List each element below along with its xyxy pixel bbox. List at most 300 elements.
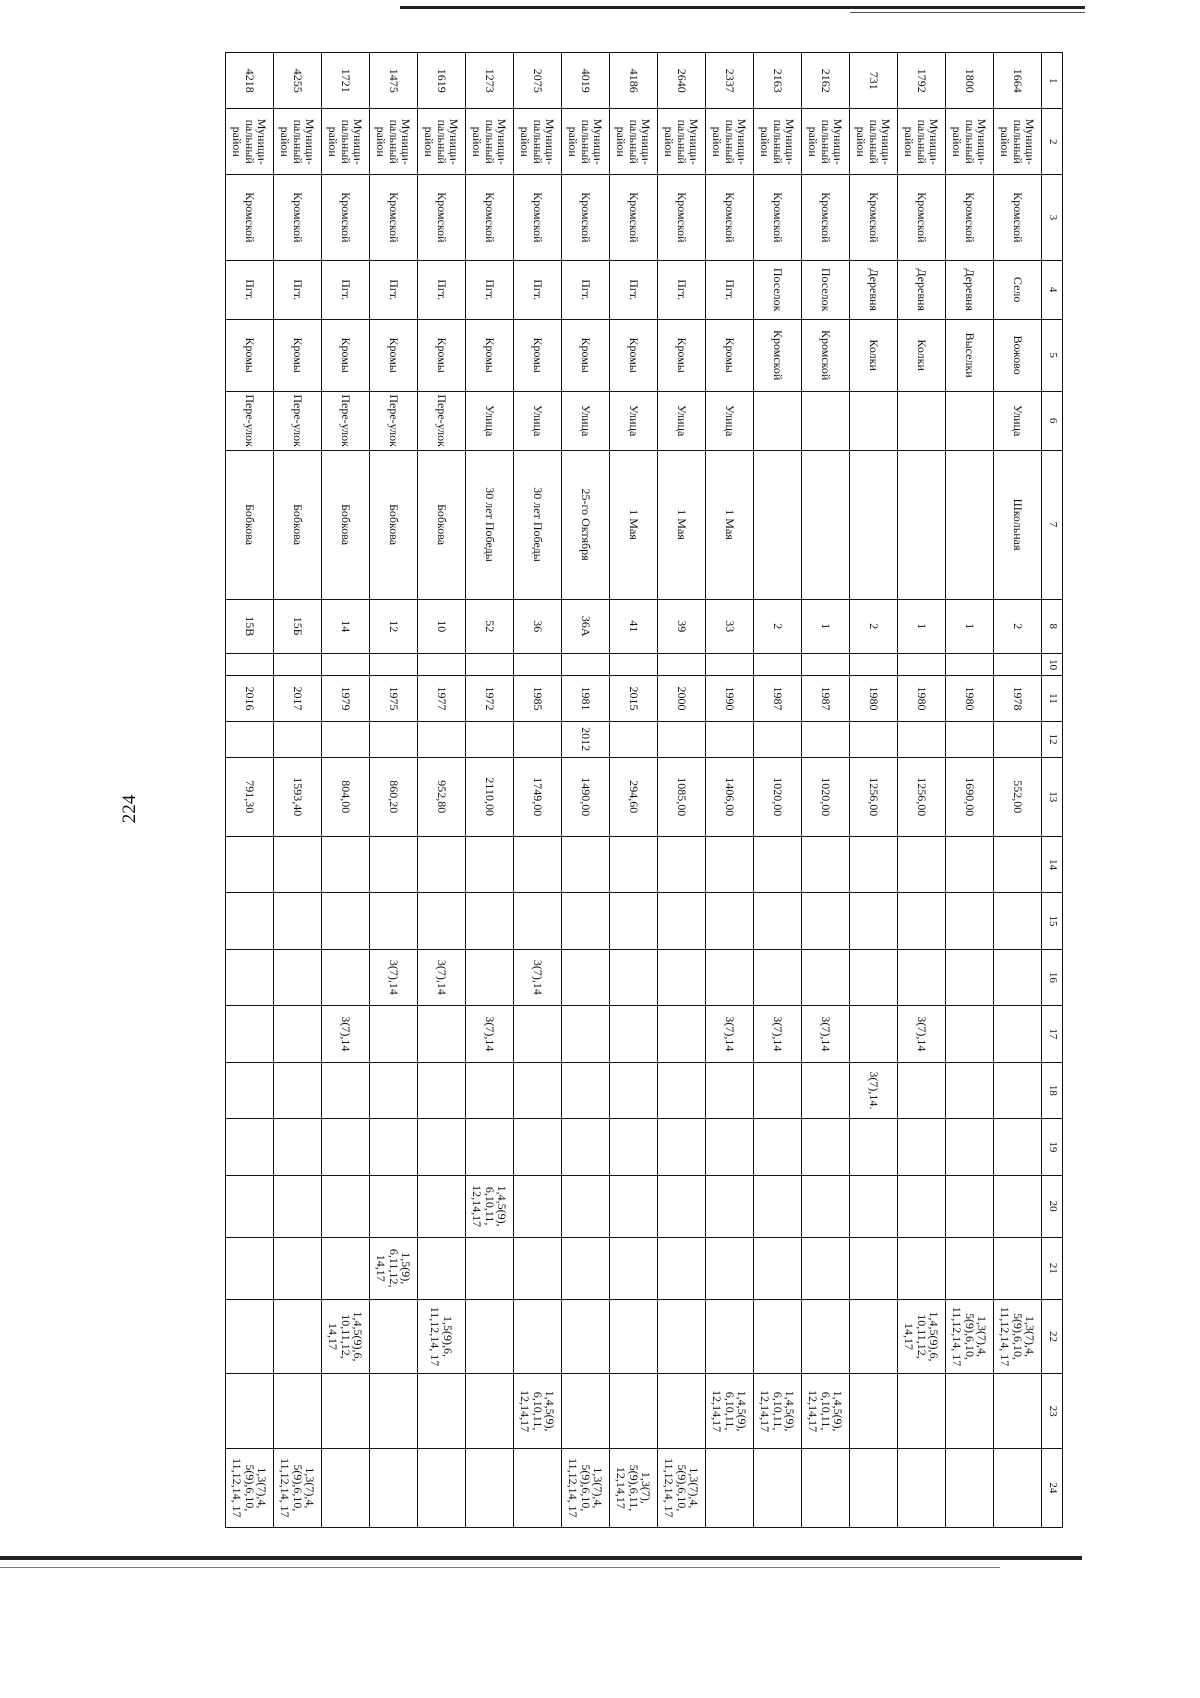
table-cell (466, 836, 514, 892)
table-cell (370, 836, 418, 892)
table-cell: Пгт. (226, 260, 274, 319)
table-cell: Деревня (946, 260, 994, 319)
table-cell (754, 1119, 802, 1175)
table-cell: Муници-пальный район (706, 109, 754, 175)
table-cell: Улица (994, 391, 1042, 450)
table-cell (370, 1175, 418, 1237)
table-cell: 1800 (946, 53, 994, 109)
table-cell: Школьная (994, 450, 1042, 599)
header-row (1042, 53, 1063, 1528)
table-cell (274, 721, 322, 757)
register-table (225, 52, 1063, 1528)
table-cell (946, 721, 994, 757)
table-cell: 1 Мая (610, 450, 658, 599)
table-cell (514, 1119, 562, 1175)
table-cell: Бобкова (370, 450, 418, 599)
table-cell: 1273 (466, 53, 514, 109)
column-number-cell: 7 (1042, 450, 1063, 599)
table-cell: 1,5(9), 6,11,12, 14,17 (370, 1237, 418, 1299)
table-row (610, 53, 658, 1528)
table-cell (322, 1237, 370, 1299)
table-cell: Улица (562, 391, 610, 450)
table-cell (754, 893, 802, 949)
table-cell (610, 1237, 658, 1299)
table-cell (994, 949, 1042, 1005)
table-cell: 1980 (946, 676, 994, 721)
table-cell (418, 836, 466, 892)
table-cell (562, 1119, 610, 1175)
bottom-rule (0, 1556, 1082, 1560)
table-cell (418, 1448, 466, 1527)
table-cell: 1990 (706, 676, 754, 721)
table-cell: 1,4,5(9),6, 10,11,12, 14,17 (322, 1299, 370, 1374)
table-cell (418, 1062, 466, 1118)
table-cell (610, 949, 658, 1005)
table-cell (850, 653, 898, 676)
table-cell (514, 1062, 562, 1118)
table-cell: Муници-пальный район (274, 109, 322, 175)
table-cell: 1,3(7),4, 5(9),6,10, 11,12,14, 17 (946, 1299, 994, 1374)
table-cell (274, 1299, 322, 1374)
table-row (322, 53, 370, 1528)
table-cell (274, 1175, 322, 1237)
table-cell: Кромской (754, 174, 802, 260)
table-cell (274, 949, 322, 1005)
table-cell (754, 1175, 802, 1237)
table-cell (226, 1237, 274, 1299)
table-cell: 4218 (226, 53, 274, 109)
table-cell: Кромы (274, 319, 322, 391)
table-cell (370, 721, 418, 757)
table-cell (946, 1374, 994, 1449)
table-cell: Кромской (802, 174, 850, 260)
table-cell (322, 721, 370, 757)
table-cell: 30 лет Победы (466, 450, 514, 599)
table-row (754, 53, 802, 1528)
table-cell (850, 836, 898, 892)
table-cell: Муници-пальный район (898, 109, 946, 175)
table-cell: Муници-пальный район (514, 109, 562, 175)
table-cell (706, 1119, 754, 1175)
table-cell (370, 653, 418, 676)
table-cell: 3(7),14 (706, 1006, 754, 1062)
table-cell: Кромской (322, 174, 370, 260)
table-cell: 3(7),14 (514, 949, 562, 1005)
table-cell (226, 1299, 274, 1374)
table-cell: 12 (370, 599, 418, 653)
table-cell: Муници-пальный район (418, 109, 466, 175)
table-cell: Кромы (562, 319, 610, 391)
table-cell (418, 1006, 466, 1062)
table-cell: Кромской (898, 174, 946, 260)
table-cell (946, 1006, 994, 1062)
table-cell (850, 1175, 898, 1237)
table-cell (610, 1062, 658, 1118)
table-cell (802, 1448, 850, 1527)
table-cell: Пере-улок (370, 391, 418, 450)
page-number: 224 (119, 794, 140, 824)
table-cell: 1406,00 (706, 757, 754, 836)
table-cell: Бобкова (322, 450, 370, 599)
table-cell (274, 1237, 322, 1299)
table-cell: 2162 (802, 53, 850, 109)
table-cell (514, 836, 562, 892)
table-cell (226, 1374, 274, 1449)
table-cell: 1977 (418, 676, 466, 721)
table-cell (898, 836, 946, 892)
table-cell (898, 1374, 946, 1449)
table-cell: 2075 (514, 53, 562, 109)
table-cell: 1792 (898, 53, 946, 109)
table-cell: Кромской (850, 174, 898, 260)
table-cell: 41 (610, 599, 658, 653)
table-cell: 1664 (994, 53, 1042, 109)
table-cell (274, 1119, 322, 1175)
table-cell: Кромы (514, 319, 562, 391)
table-cell: 1987 (802, 676, 850, 721)
table-cell: 3(7),14 (370, 949, 418, 1005)
table-row (274, 53, 322, 1528)
table-row (562, 53, 610, 1528)
table-cell (994, 836, 1042, 892)
table-cell: 3(7),14. (850, 1062, 898, 1118)
table-cell: 3(7),14 (802, 1006, 850, 1062)
table-cell: Пере-улок (274, 391, 322, 450)
table-cell: Пгт. (466, 260, 514, 319)
table-cell: Улица (514, 391, 562, 450)
table-cell (562, 1175, 610, 1237)
table-cell: 1,3(7),4, 5(9),6,10, 11,12,14, 17 (274, 1448, 322, 1527)
table-cell (706, 836, 754, 892)
table-cell (850, 1374, 898, 1449)
table-cell (322, 1448, 370, 1527)
table-cell (226, 1006, 274, 1062)
table-cell (610, 1299, 658, 1374)
table-cell (802, 1175, 850, 1237)
table-cell: Бобкова (226, 450, 274, 599)
table-cell: 1,3(7),4, 5(9),6,10, 11,12,14, 17 (562, 1448, 610, 1527)
table-cell (850, 1006, 898, 1062)
table-cell: Кромской (418, 174, 466, 260)
table-cell (274, 1062, 322, 1118)
column-number-cell: 23 (1042, 1374, 1063, 1449)
table-cell (514, 653, 562, 676)
table-cell (946, 1062, 994, 1118)
table-cell (658, 1006, 706, 1062)
table-cell: 33 (706, 599, 754, 653)
table-cell (514, 893, 562, 949)
table-cell: Пере-улок (418, 391, 466, 450)
table-cell (802, 1062, 850, 1118)
column-number-cell: 20 (1042, 1175, 1063, 1237)
table-cell: 731 (850, 53, 898, 109)
table-cell (466, 721, 514, 757)
table-cell (418, 1119, 466, 1175)
table-cell (226, 949, 274, 1005)
table-cell: Пгт. (370, 260, 418, 319)
table-cell (418, 653, 466, 676)
column-number-cell: 13 (1042, 757, 1063, 836)
table-cell (706, 949, 754, 1005)
table-cell (370, 1299, 418, 1374)
table-cell: Деревня (898, 260, 946, 319)
top-rule (400, 6, 1085, 9)
table-cell (898, 721, 946, 757)
table-cell (562, 1374, 610, 1449)
table-cell: 2163 (754, 53, 802, 109)
table-cell: Муници-пальный район (226, 109, 274, 175)
table-cell (850, 1119, 898, 1175)
table-cell (610, 1006, 658, 1062)
table-cell (850, 949, 898, 1005)
table-cell: Кромской (226, 174, 274, 260)
table-cell: Кромской (802, 319, 850, 391)
table-cell: 1020,00 (802, 757, 850, 836)
table-cell: Муници-пальный район (370, 109, 418, 175)
table-cell (802, 1299, 850, 1374)
table-cell: 2 (850, 599, 898, 653)
table-cell (658, 949, 706, 1005)
table-cell (898, 653, 946, 676)
table-body (226, 53, 1063, 1528)
table-cell: Улица (658, 391, 706, 450)
table-cell: 1749,00 (514, 757, 562, 836)
table-cell: 1980 (850, 676, 898, 721)
table-cell: 36А (562, 599, 610, 653)
column-number-cell: 17 (1042, 1006, 1063, 1062)
table-cell (562, 1062, 610, 1118)
table-cell (322, 893, 370, 949)
table-cell: Пгт. (274, 260, 322, 319)
table-cell (562, 836, 610, 892)
table-cell (370, 1062, 418, 1118)
table-cell: 1,4,5(9), 6,10,11, 12,14,17 (466, 1175, 514, 1237)
table-cell: 1475 (370, 53, 418, 109)
table-cell (370, 893, 418, 949)
table-cell: 1,4,5(9), 6,10,11, 12,14,17 (802, 1374, 850, 1449)
table-cell: 1981 (562, 676, 610, 721)
table-cell: 30 лет Победы (514, 450, 562, 599)
table-cell (898, 1175, 946, 1237)
table-cell (802, 391, 850, 450)
table-cell: Кромы (322, 319, 370, 391)
table-cell: Кромской (754, 319, 802, 391)
table-cell: 3(7),14 (466, 1006, 514, 1062)
table-cell: Улица (706, 391, 754, 450)
table-cell (850, 1448, 898, 1527)
table-cell (658, 893, 706, 949)
table-cell: 3(7),14 (754, 1006, 802, 1062)
table-cell (898, 949, 946, 1005)
table-row (466, 53, 514, 1528)
table-cell (706, 1175, 754, 1237)
table-cell: 2640 (658, 53, 706, 109)
table-cell (514, 1299, 562, 1374)
table-cell (898, 1062, 946, 1118)
column-number-cell: 18 (1042, 1062, 1063, 1118)
table-cell (562, 1299, 610, 1374)
table-cell (994, 721, 1042, 757)
table-cell: Кромской (706, 174, 754, 260)
table-cell (658, 653, 706, 676)
table-cell: Муници-пальный район (466, 109, 514, 175)
table-cell (418, 1374, 466, 1449)
table-cell (994, 1119, 1042, 1175)
table-cell: 1,4,5(9), 6,10,11, 12,14,17 (514, 1374, 562, 1449)
table-cell (274, 1006, 322, 1062)
table-cell (562, 949, 610, 1005)
table-cell: Кромы (706, 319, 754, 391)
table-cell: 1,4,5(9), 6,10,11, 12,14,17 (706, 1374, 754, 1449)
table-cell (994, 893, 1042, 949)
table-cell: 4019 (562, 53, 610, 109)
table-cell: Кромской (562, 174, 610, 260)
table-cell (466, 653, 514, 676)
table-cell: Пере-улок (226, 391, 274, 450)
table-cell (850, 1299, 898, 1374)
table-cell: 1690,00 (946, 757, 994, 836)
table-cell: Поселок (802, 260, 850, 319)
table-cell: 1 Мая (706, 450, 754, 599)
table-cell: Кромской (658, 174, 706, 260)
table-row (802, 53, 850, 1528)
table-cell: Бобкова (418, 450, 466, 599)
table-cell (946, 391, 994, 450)
table-cell: 3(7),14 (322, 1006, 370, 1062)
table-cell (850, 893, 898, 949)
table-cell: Пере-улок (322, 391, 370, 450)
table-cell: 1 Мая (658, 450, 706, 599)
table-cell: Выселки (946, 319, 994, 391)
bottom-rule-thin (0, 1567, 1000, 1568)
table-cell (802, 653, 850, 676)
table-cell (562, 893, 610, 949)
table-cell (898, 450, 946, 599)
table-cell: Вожово (994, 319, 1042, 391)
table-cell (418, 893, 466, 949)
column-number-cell: 3 (1042, 174, 1063, 260)
table-cell (466, 949, 514, 1005)
table-cell: 1979 (322, 676, 370, 721)
table-cell (802, 721, 850, 757)
table-cell: 1,3(7), 5(9),6,11, 12,14,17 (610, 1448, 658, 1527)
table-cell: Пгт. (562, 260, 610, 319)
table-cell (946, 1175, 994, 1237)
table-row (226, 53, 274, 1528)
table-cell (466, 1299, 514, 1374)
table-cell (226, 836, 274, 892)
table-cell (946, 1119, 994, 1175)
table-cell: Муници-пальный район (322, 109, 370, 175)
table-cell: Улица (466, 391, 514, 450)
table-cell: Кромы (370, 319, 418, 391)
table-cell: 552,00 (994, 757, 1042, 836)
table-cell (322, 1175, 370, 1237)
table-cell (802, 1237, 850, 1299)
table-cell: 14 (322, 599, 370, 653)
table-cell: Бобкова (274, 450, 322, 599)
table-cell (754, 1237, 802, 1299)
rotated-table-container (155, 52, 1063, 1528)
table-cell (370, 1448, 418, 1527)
table-cell (658, 721, 706, 757)
table-cell (754, 653, 802, 676)
table-cell: Колки (898, 319, 946, 391)
table-row (898, 53, 946, 1528)
table-cell: Кромской (514, 174, 562, 260)
table-cell (898, 1448, 946, 1527)
table-cell (802, 836, 850, 892)
column-number-cell: 6 (1042, 391, 1063, 450)
table-cell (226, 1062, 274, 1118)
table-cell (274, 653, 322, 676)
table-cell: Кромы (658, 319, 706, 391)
table-cell (274, 836, 322, 892)
table-cell (514, 1448, 562, 1527)
table-cell: Колки (850, 319, 898, 391)
table-cell: Кромской (610, 174, 658, 260)
table-cell: 1490,00 (562, 757, 610, 836)
table-cell (658, 1175, 706, 1237)
table-cell (946, 653, 994, 676)
table-cell (514, 1175, 562, 1237)
table-cell (754, 1448, 802, 1527)
table-cell: Пгт. (418, 260, 466, 319)
table-cell: Пгт. (706, 260, 754, 319)
table-cell: 1978 (994, 676, 1042, 721)
top-rule-thin (850, 12, 1085, 13)
table-cell (322, 1062, 370, 1118)
table-cell: 860,20 (370, 757, 418, 836)
table-cell (322, 949, 370, 1005)
table-cell: 2017 (274, 676, 322, 721)
table-cell: 1593,40 (274, 757, 322, 836)
table-cell: Муници-пальный район (658, 109, 706, 175)
table-cell (994, 1062, 1042, 1118)
table-cell (994, 1006, 1042, 1062)
table-cell (946, 1448, 994, 1527)
column-number-cell: 24 (1042, 1448, 1063, 1527)
table-cell: 1980 (898, 676, 946, 721)
table-cell (418, 721, 466, 757)
table-cell: Муници-пальный район (946, 109, 994, 175)
table-cell: Муници-пальный район (994, 109, 1042, 175)
table-cell (994, 1237, 1042, 1299)
table-cell: 2337 (706, 53, 754, 109)
table-cell: 4186 (610, 53, 658, 109)
table-cell (898, 893, 946, 949)
table-cell (226, 1119, 274, 1175)
table-cell (658, 1374, 706, 1449)
table-cell (514, 1237, 562, 1299)
table-cell: 1972 (466, 676, 514, 721)
table-cell: Муници-пальный район (754, 109, 802, 175)
table-cell: 952,80 (418, 757, 466, 836)
table-cell: 3(7),14 (418, 949, 466, 1005)
table-cell (322, 1374, 370, 1449)
table-cell (610, 836, 658, 892)
table-row (514, 53, 562, 1528)
table-cell (754, 721, 802, 757)
table-cell (754, 1062, 802, 1118)
table-cell (994, 653, 1042, 676)
table-cell: Деревня (850, 260, 898, 319)
table-cell (658, 1299, 706, 1374)
table-cell (850, 450, 898, 599)
table-cell: 1975 (370, 676, 418, 721)
table-row (370, 53, 418, 1528)
table-cell: 15Б (274, 599, 322, 653)
